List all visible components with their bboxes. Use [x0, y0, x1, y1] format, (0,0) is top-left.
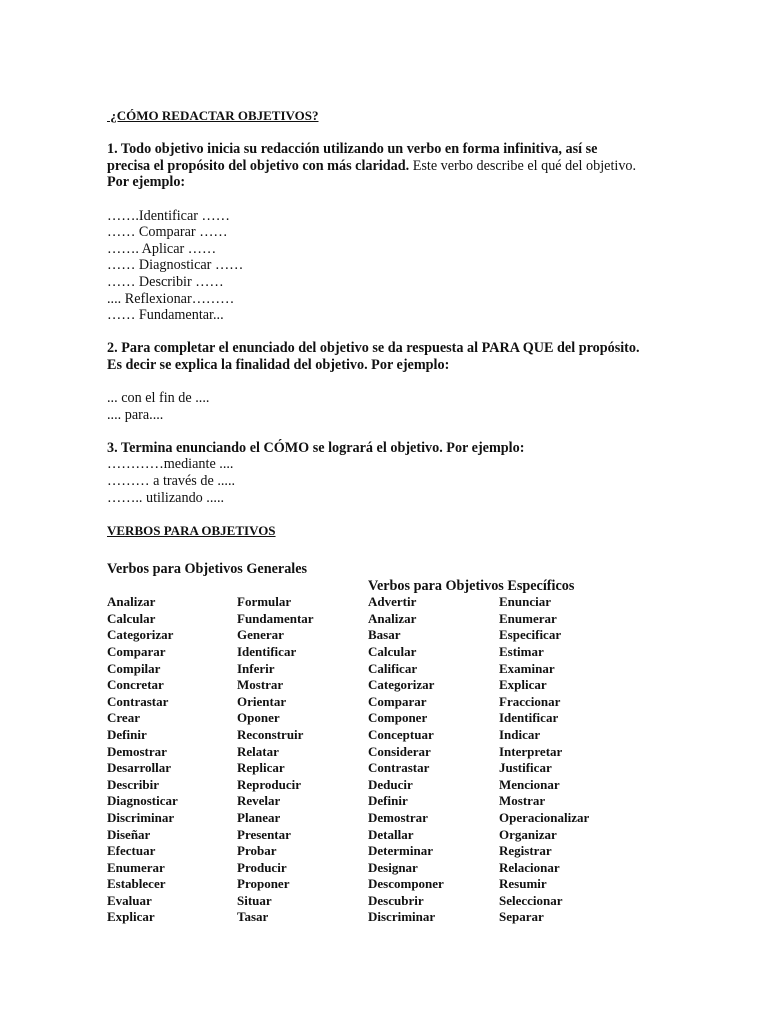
verb-item: Discriminar [368, 909, 436, 925]
verb-item: Contrastar [368, 760, 430, 776]
examples-3-list [107, 456, 707, 506]
example-3-item: …………mediante .... [107, 456, 234, 473]
verb-item: Operacionalizar [499, 809, 590, 825]
spacer [107, 191, 707, 208]
verb-item: Designar [368, 859, 418, 875]
verb-item: Categorizar [107, 627, 174, 643]
point-1-line-3: Por ejemplo: [107, 174, 186, 191]
verb-item: Concretar [107, 677, 164, 693]
verb-item: Relatar [237, 743, 279, 759]
verb-item: Interpretar [499, 743, 563, 759]
verb-item: Establecer [107, 876, 166, 892]
verb-item: Descomponer [368, 876, 444, 892]
point-3-line-1: 3. Termina enunciando el CÓMO se logrará el objetivo. Por ejemplo: [107, 439, 525, 456]
example-1-item: …… Diagnosticar …… [107, 257, 244, 274]
verb-item: Evaluar [107, 892, 152, 908]
verb-item: Advertir [368, 594, 417, 610]
verb-item: Conceptuar [368, 726, 434, 742]
verb-item: Discriminar [107, 809, 175, 825]
verb-item: Formular [237, 594, 292, 610]
verb-item: Registrar [499, 843, 552, 859]
verb-item: Presentar [237, 826, 291, 842]
examples-2-list [107, 390, 707, 423]
spacer [107, 506, 707, 523]
verb-item: Identificar [237, 643, 297, 659]
verb-item: Proponer [237, 876, 290, 892]
verb-item: Diagnosticar [107, 793, 178, 809]
verb-item: Examinar [499, 660, 555, 676]
general-verbs-column-1 [107, 594, 237, 926]
verb-item: Organizar [499, 826, 557, 842]
verb-item: Categorizar [368, 677, 435, 693]
spacer [107, 374, 707, 391]
point-1-line-1: 1. Todo objetivo inicia su redacción utilizando un verbo en forma infinitiva, así se [107, 141, 598, 158]
verb-item: Oponer [237, 710, 280, 726]
verb-item: Situar [237, 892, 272, 908]
specific-verbs-column-1 [368, 594, 499, 926]
verb-item: Revelar [237, 793, 281, 809]
general-verbs-column-2 [237, 594, 368, 926]
verb-item: Explicar [499, 677, 547, 693]
verb-item: Separar [499, 909, 544, 925]
example-1-item: …… Fundamentar... [107, 307, 224, 324]
spacer [107, 125, 707, 142]
verbs-columns [107, 594, 727, 926]
verb-item: Producir [237, 859, 287, 875]
verb-item: Crear [107, 710, 140, 726]
verb-item: Calificar [368, 660, 418, 676]
example-1-item: …… Describir …… [107, 273, 224, 290]
verb-item: Contrastar [107, 693, 169, 709]
specific-verbs-column-2 [499, 594, 629, 926]
spacer [107, 324, 707, 341]
verb-item: Considerar [368, 743, 431, 759]
verb-item: Determinar [368, 843, 433, 859]
verbs-heading: VERBOS PARA OBJETIVOS [107, 522, 276, 538]
verb-item: Detallar [368, 826, 414, 842]
verb-item: Reconstruir [237, 726, 304, 742]
verb-item: Comparar [368, 693, 427, 709]
verb-item: Efectuar [107, 843, 156, 859]
example-1-item: ……. Aplicar …… [107, 240, 217, 257]
verb-item: Analizar [107, 594, 156, 610]
verb-item: Descubrir [368, 892, 424, 908]
example-1-item: …….Identificar …… [107, 207, 230, 224]
verb-item: Replicar [237, 760, 285, 776]
verb-item: Calcular [107, 610, 156, 626]
example-1-item: …… Comparar …… [107, 224, 228, 241]
verb-item: Especificar [499, 627, 562, 643]
verb-item: Demostrar [368, 809, 428, 825]
verb-item: Calcular [368, 643, 417, 659]
verb-item: Estimar [499, 643, 544, 659]
verb-item: Compilar [107, 660, 161, 676]
verb-item: Indicar [499, 726, 541, 742]
verb-item: Seleccionar [499, 892, 563, 908]
verb-item: Generar [237, 627, 284, 643]
general-verbs-heading: Verbos para Objetivos Generales [107, 561, 308, 577]
verb-item: Enunciar [499, 594, 552, 610]
verb-item: Probar [237, 843, 277, 859]
verb-item: Fraccionar [499, 693, 561, 709]
page-title: ¿CÓMO REDACTAR OBJETIVOS? [107, 108, 319, 123]
verb-item: Fundamentar [237, 610, 314, 626]
example-3-item: …….. utilizando ..... [107, 489, 225, 506]
verbs-section [107, 561, 727, 926]
verb-item: Componer [368, 710, 428, 726]
verb-item: Relacionar [499, 859, 560, 875]
verb-item: Deducir [368, 776, 413, 792]
verb-item: Definir [368, 793, 408, 809]
verb-item: Mostrar [237, 677, 284, 693]
verb-item: Planear [237, 809, 281, 825]
verb-item: Identificar [499, 710, 559, 726]
verb-item: Inferir [237, 660, 275, 676]
verb-item: Mostrar [499, 793, 546, 809]
point-2-line-2: Es decir se explica la finalidad del objetivo. Por ejemplo: [107, 356, 450, 373]
point-1-line-2-normal: Este verbo describe el qué del objetivo. [409, 157, 637, 174]
point-2-line-1: 2. Para completar el enunciado del objetivo se da respuesta al PARA QUE del propósito. [107, 340, 640, 357]
verb-item: Orientar [237, 693, 287, 709]
verb-item: Explicar [107, 909, 155, 925]
example-2-item: .... para.... [107, 406, 164, 423]
verb-item: Desarrollar [107, 760, 172, 776]
example-3-item: ……… a través de ..... [107, 473, 236, 490]
verb-item: Diseñar [107, 826, 151, 842]
examples-1-list [107, 208, 707, 324]
verb-item: Demostrar [107, 743, 167, 759]
verb-item: Resumir [499, 876, 547, 892]
example-2-item: ... con el fin de .... [107, 390, 210, 407]
verb-item: Tasar [237, 909, 269, 925]
spacer [107, 423, 707, 440]
verb-item: Describir [107, 776, 159, 792]
verb-item: Justificar [499, 760, 552, 776]
specific-verbs-heading: Verbos para Objetivos Específicos [368, 577, 575, 594]
verb-item: Basar [368, 627, 401, 643]
verb-item: Enumerar [107, 859, 165, 875]
verb-item: Definir [107, 726, 147, 742]
verb-item: Enumerar [499, 610, 557, 626]
verb-item: Analizar [368, 610, 417, 626]
verb-item: Reproducir [237, 776, 302, 792]
document-body [107, 108, 707, 539]
point-1-line-2 [107, 158, 707, 175]
verb-item: Mencionar [499, 776, 560, 792]
point-1-line-2-bold: precisa el propósito del objetivo con más claridad. [107, 157, 410, 174]
verb-item: Comparar [107, 643, 166, 659]
example-1-item: .... Reflexionar……… [107, 290, 235, 307]
